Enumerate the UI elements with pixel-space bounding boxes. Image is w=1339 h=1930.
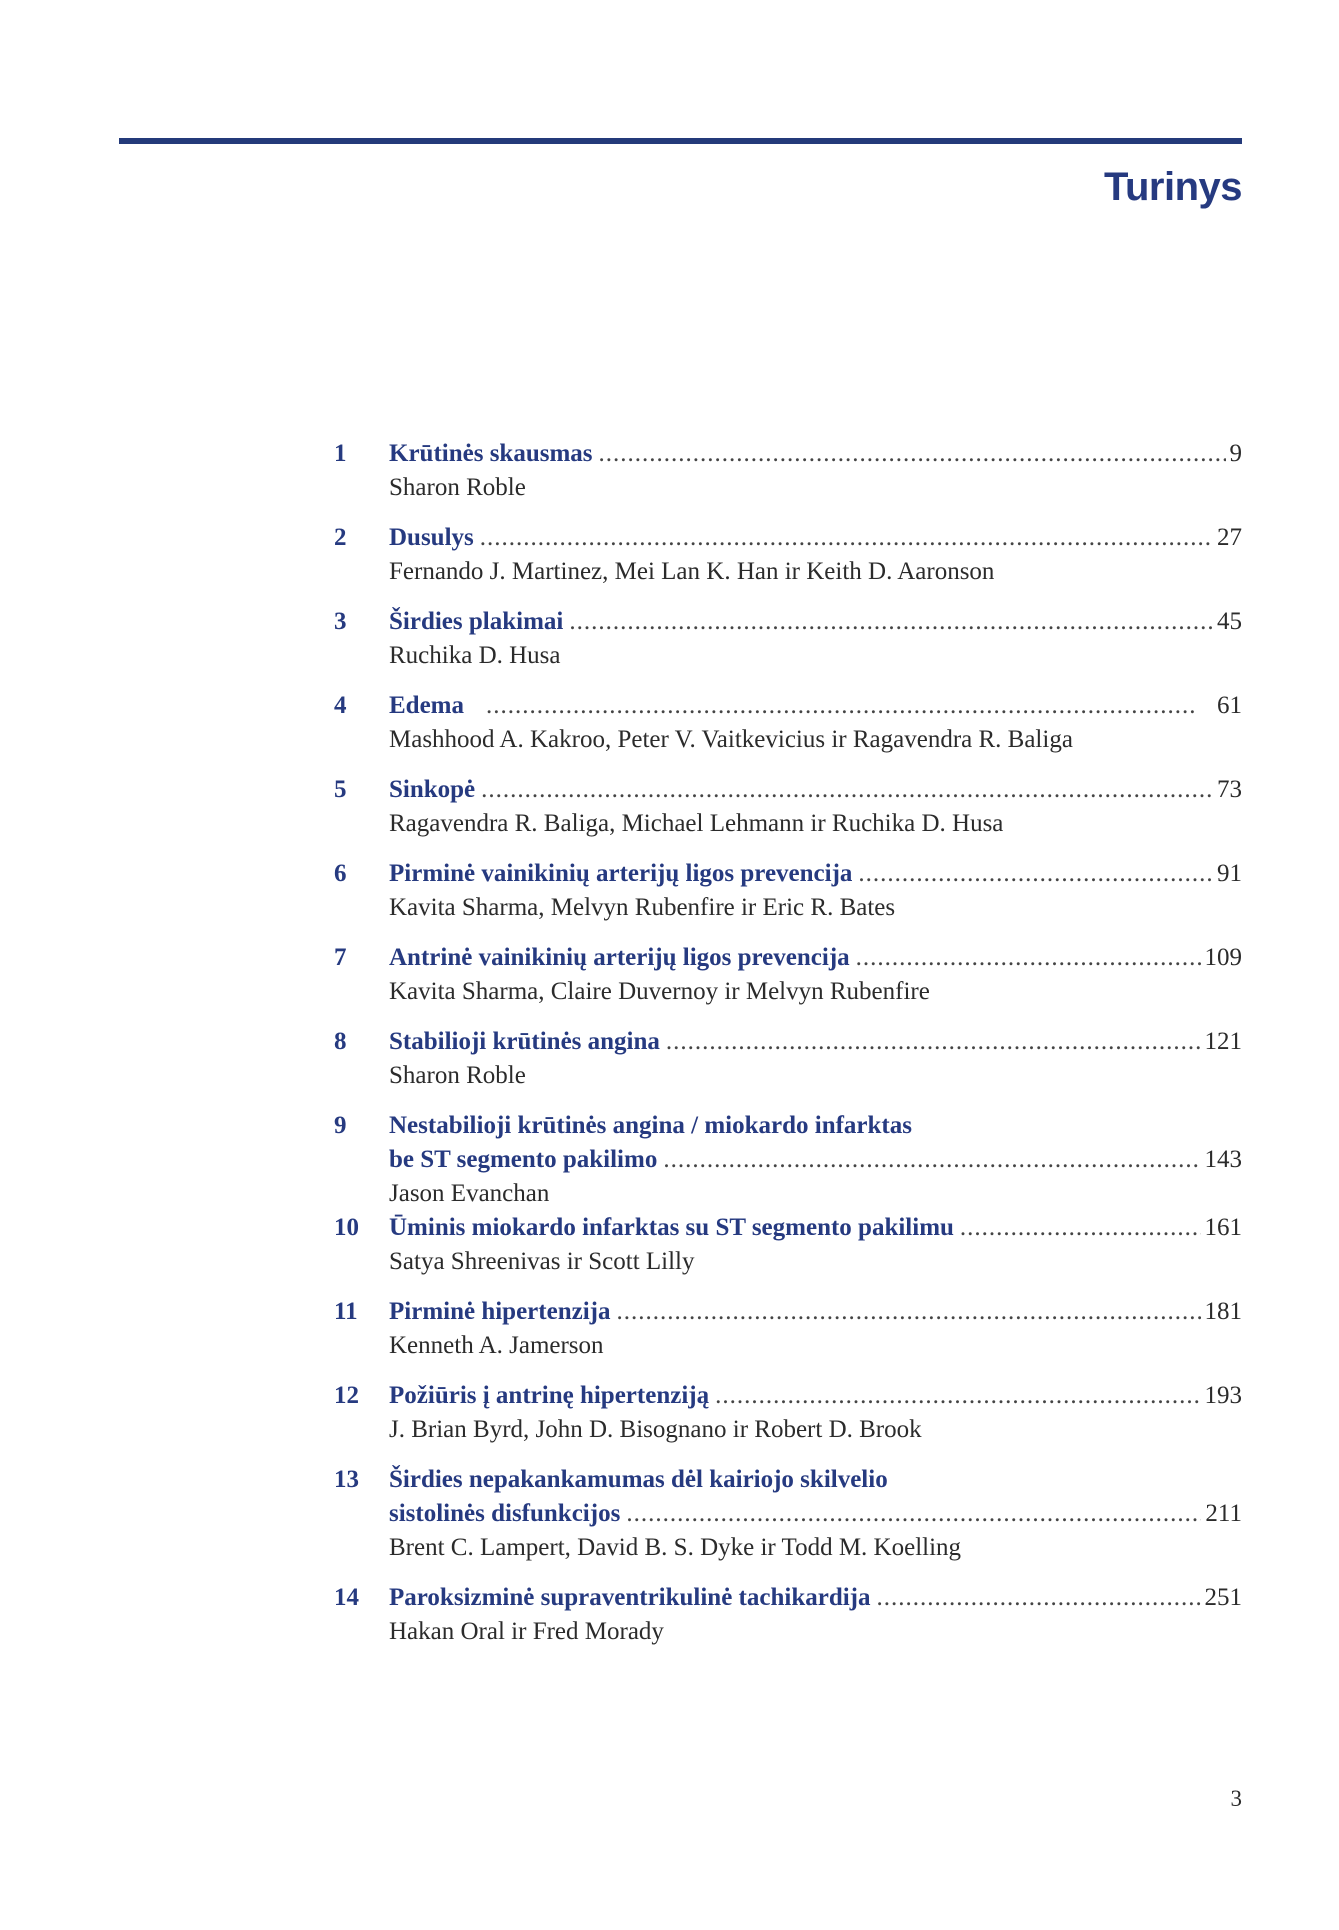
chapter-page: 251	[1204, 1584, 1242, 1611]
dot-leader	[858, 857, 1213, 891]
chapter-title[interactable]: be ST segmento pakilimo	[389, 1146, 658, 1173]
chapter-number: 5	[334, 776, 347, 803]
chapter-title[interactable]: Antrinė vainikinių arterijų ligos prevencija	[389, 944, 850, 971]
dot-leader	[960, 1211, 1201, 1245]
chapter-number: 9	[334, 1112, 347, 1139]
dot-leader	[616, 1295, 1200, 1329]
chapter-number: 12	[334, 1382, 359, 1409]
chapter-page: 121	[1204, 1028, 1242, 1055]
chapter-title[interactable]: Paroksizminė supraventrikulinė tachikardija	[389, 1584, 871, 1611]
chapter-authors: Ruchika D. Husa	[389, 642, 561, 669]
chapter-authors: Ragavendra R. Baliga, Michael Lehmann ir Ruchika D. Husa	[389, 810, 1004, 837]
dot-leader	[626, 1497, 1201, 1531]
chapter-title[interactable]: Požiūris į antrinę hipertenziją	[389, 1382, 710, 1409]
chapter-number: 4	[334, 692, 347, 719]
toc-entry-13[interactable]	[334, 1463, 1242, 1565]
dot-leader	[715, 1379, 1200, 1413]
chapter-authors: Sharon Roble	[389, 1062, 526, 1089]
chapter-authors: Kavita Sharma, Claire Duvernoy ir Melvyn Rubenfire	[389, 978, 930, 1005]
toc-entry-8[interactable]	[334, 1025, 1242, 1093]
dot-leader	[663, 1143, 1200, 1177]
dot-leader	[481, 773, 1213, 807]
dot-leader	[877, 1581, 1201, 1615]
chapter-page: 161	[1204, 1214, 1242, 1241]
chapter-number: 6	[334, 860, 347, 887]
chapter-number: 14	[334, 1584, 359, 1611]
chapter-number: 7	[334, 944, 347, 971]
chapter-page: 91	[1217, 860, 1242, 887]
chapter-authors: Satya Shreenivas ir Scott Lilly	[389, 1248, 695, 1275]
chapter-number: 13	[334, 1466, 359, 1493]
chapter-authors: Hakan Oral ir Fred Morady	[389, 1618, 664, 1645]
chapter-title[interactable]: Širdies plakimai	[389, 608, 564, 635]
dot-leader	[480, 521, 1213, 555]
chapter-title[interactable]: Pirminė hipertenzija	[389, 1298, 611, 1325]
chapter-number: 3	[334, 608, 347, 635]
chapter-page: 109	[1204, 944, 1242, 971]
toc-entry-9[interactable]	[334, 1109, 1242, 1211]
chapter-number: 1	[334, 440, 347, 467]
chapter-title[interactable]: Stabilioji krūtinės angina	[389, 1028, 660, 1055]
chapter-title[interactable]: Dusulys	[389, 524, 474, 551]
chapter-authors: Jason Evanchan	[389, 1180, 550, 1207]
chapter-authors: Mashhood A. Kakroo, Peter V. Vaitkevicius ir Ragavendra R. Baliga	[389, 726, 1073, 753]
chapter-title-line1[interactable]: Širdies nepakankamumas dėl kairiojo skilvelio	[389, 1466, 888, 1493]
chapter-title-line1[interactable]: Nestabilioji krūtinės angina / miokardo infarktas	[389, 1112, 912, 1139]
chapter-page: 45	[1217, 608, 1242, 635]
chapter-authors: Brent C. Lampert, David B. S. Dyke ir Todd M. Koelling	[389, 1534, 962, 1561]
chapter-page: 193	[1204, 1382, 1242, 1409]
toc-entry-3[interactable]	[334, 605, 1242, 673]
toc-entry-14[interactable]	[334, 1581, 1242, 1649]
toc-entry-1[interactable]	[334, 437, 1242, 505]
chapter-number: 10	[334, 1214, 359, 1241]
chapter-page: 211	[1205, 1500, 1242, 1527]
chapter-number: 8	[334, 1028, 347, 1055]
chapter-title[interactable]: Krūtinės skausmas	[389, 440, 593, 467]
toc-entry-7[interactable]	[334, 941, 1242, 1009]
dot-leader	[569, 605, 1213, 639]
toc-entry-10[interactable]	[334, 1211, 1242, 1279]
chapter-authors: Kavita Sharma, Melvyn Rubenfire ir Eric R. Bates	[389, 894, 896, 921]
chapter-title[interactable]: Sinkopė	[389, 776, 476, 803]
chapter-title[interactable]: Edema	[389, 692, 464, 719]
chapter-number: 11	[334, 1298, 358, 1325]
chapter-title[interactable]: sistolinės disfunkcijos	[389, 1500, 621, 1527]
chapter-page: 9	[1229, 440, 1242, 467]
toc-entry-12[interactable]	[334, 1379, 1242, 1447]
dot-leader	[856, 941, 1201, 975]
toc-entry-4[interactable]	[334, 689, 1242, 757]
toc-entry-11[interactable]	[334, 1295, 1242, 1363]
chapter-authors: Sharon Roble	[389, 474, 526, 501]
chapter-authors: J. Brian Byrd, John D. Bisognano ir Robert D. Brook	[389, 1416, 922, 1443]
toc-entry-2[interactable]	[334, 521, 1242, 589]
page-number: 3	[1230, 1786, 1242, 1811]
chapter-number: 2	[334, 524, 347, 551]
table-of-contents	[334, 437, 1242, 1649]
page-title: Turinys	[1103, 165, 1242, 209]
chapter-page: 181	[1204, 1298, 1242, 1325]
dot-leader	[599, 437, 1226, 471]
chapter-authors: Kenneth A. Jamerson	[389, 1332, 604, 1359]
dot-leader	[486, 689, 1195, 723]
dot-leader	[666, 1025, 1201, 1059]
toc-entry-6[interactable]	[334, 857, 1242, 925]
chapter-page: 143	[1204, 1146, 1242, 1173]
chapter-page: 27	[1217, 524, 1242, 551]
toc-entry-5[interactable]	[334, 773, 1242, 841]
chapter-title[interactable]: Ūminis miokardo infarktas su ST segmento pakilimu	[389, 1214, 954, 1241]
chapter-title[interactable]: Pirminė vainikinių arterijų ligos prevencija	[389, 860, 853, 887]
chapter-page: 73	[1217, 776, 1242, 803]
chapter-page: 61	[1217, 692, 1242, 719]
chapter-authors: Fernando J. Martinez, Mei Lan K. Han ir Keith D. Aaronson	[389, 558, 995, 585]
top-rule	[119, 138, 1242, 144]
